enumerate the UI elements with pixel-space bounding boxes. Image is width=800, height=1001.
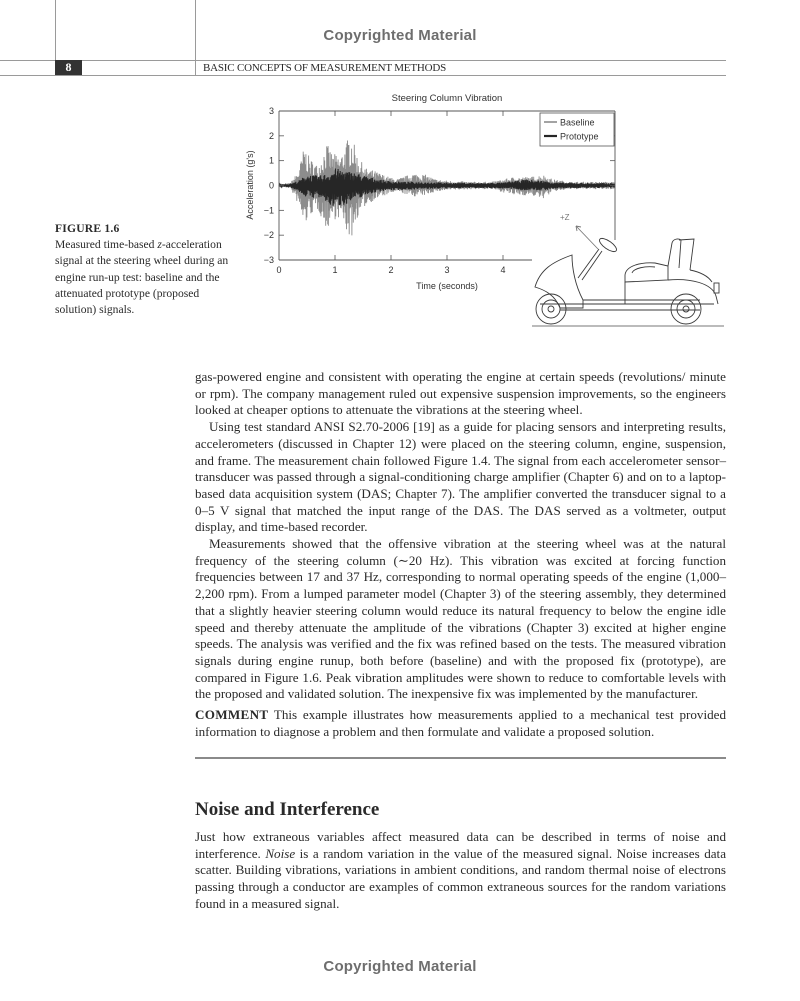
- y-tick-label: −1: [263, 205, 274, 216]
- z-axis-label: +Z: [560, 213, 570, 222]
- section-heading: Noise and Interference: [195, 799, 380, 820]
- x-tick-label: 2: [388, 265, 394, 275]
- x-tick-label: 0: [276, 265, 282, 275]
- comment-text: This example illustrates how measurements applied to a mechanical test provided information to diagnose a problem and then formulate and validate a proposed solution.: [195, 707, 726, 739]
- y-tick-label: 2: [268, 130, 274, 141]
- comment-separator: [195, 757, 726, 759]
- comment-label: COMMENT: [195, 707, 269, 723]
- header-rule-bottom: [0, 75, 726, 76]
- noise-text-pre: Just how extraneous variables affect measured data can be described in terms of noise and interference.: [195, 829, 726, 861]
- figure-label: FIGURE 1.6: [55, 222, 120, 235]
- y-tick-label: 0: [268, 180, 274, 191]
- caption-text-italic: z: [157, 238, 162, 252]
- running-head: BASIC CONCEPTS OF MEASUREMENT METHODS: [203, 62, 446, 74]
- page-number: 8: [55, 60, 82, 75]
- body-text: [195, 369, 726, 740]
- paragraph-measurements: Measurements showed that the offensive vibration at the steering wheel was at the natural frequency of the steering column (∼20 Hz). This vibration was excited at forcing function frequencies between 17 and 37 Hz, corresponding to normal operating speeds of the engine (1,000–2,200 rpm). From a lumped parameter model (Chapter 3) of the steering assembly, they determined that a slightly heavier steering column would reduce its natural frequency to below the engine idle speed and thereby attenuate the amplitude of the vibrations (Chapter 3) excited at higher engine speeds. The analysis was verified and the fix was refined based on the tests. The measured vibration signals during engine runup, both before (baseline) and with the proposed fix (prototype), are compared in Figure 1.6. Peak vibration amplitudes were shown to reduce to comfortable levels with the proposed and validated solution. The inexpensive fix was implemented by the manufacturer.: [195, 536, 726, 702]
- x-tick-label: 3: [444, 265, 450, 275]
- section-body: [195, 829, 726, 913]
- margin-rule-column: [195, 0, 196, 75]
- golf-cart-illustration: [532, 213, 724, 326]
- copyright-watermark-bottom: Copyrighted Material: [323, 958, 477, 975]
- comment-paragraph: [195, 707, 726, 740]
- paragraph-ansi-standard: Using test standard ANSI S2.70-2006 [19] as a guide for placing sensors and interpreting results, accelerometers (discussed in Chapter 12) were placed on the steering column, engine, suspension, and frame. The measurement chain followed Figure 1.4. The signal from each accelerometer sensor–transducer was passed through a signal-conditioning charge amplifier (Chapter 6) and on to a laptop-based data acquisition system (DAS; Chapter 7). The amplifier converted the transducer signal to a 0–5 V signal that matched the input range of the DAS. The DAS served as a voltmeter, output display, and time-based recorder.: [195, 419, 726, 535]
- copyright-watermark-top: Copyrighted Material: [323, 27, 477, 44]
- z-axis-arrow-icon: [576, 226, 598, 249]
- figure-caption: [55, 221, 230, 318]
- y-tick-label: −3: [263, 255, 274, 265]
- noise-term-italic: Noise: [265, 845, 296, 861]
- chart-legend: [540, 113, 614, 146]
- y-tick-label: 3: [268, 106, 274, 116]
- legend-label-baseline: Baseline: [560, 117, 595, 128]
- caption-text-post: -acceleration signal at the steering wheel during an engine run-up test: baseline and the attenuated prototype (proposed solution) signals.: [55, 238, 229, 317]
- y-tick-label: 1: [268, 155, 274, 166]
- y-axis-label: Acceleration (g's): [245, 150, 255, 220]
- x-axis-label: Time (seconds): [416, 281, 478, 291]
- x-tick-label: 1: [332, 265, 338, 275]
- vibration-chart: [240, 85, 740, 335]
- y-tick-label: −2: [263, 230, 274, 241]
- paragraph-continuation: gas-powered engine and consistent with operating the engine at certain speeds (revolutions/ minute or rpm). The company management ruled out expensive suspension improvements, so the engineers looked at cheaper options to attenuate the vibrations at the steering wheel.: [195, 369, 726, 418]
- legend-label-prototype: Prototype: [560, 131, 599, 142]
- x-tick-label: 4: [500, 265, 506, 275]
- chart-title: Steering Column Vibration: [391, 93, 503, 104]
- noise-text-post: is a random variation in the value of the measured signal. Noise increases data scatter. Building vibrations, variations in ambient conditions, and random thermal noise of electrons passing through a conductor are examples of common extraneous sources for the random variations found in a measured signal.: [195, 845, 727, 911]
- paragraph-noise: [195, 829, 726, 913]
- caption-text-pre: Measured time-based: [55, 238, 158, 252]
